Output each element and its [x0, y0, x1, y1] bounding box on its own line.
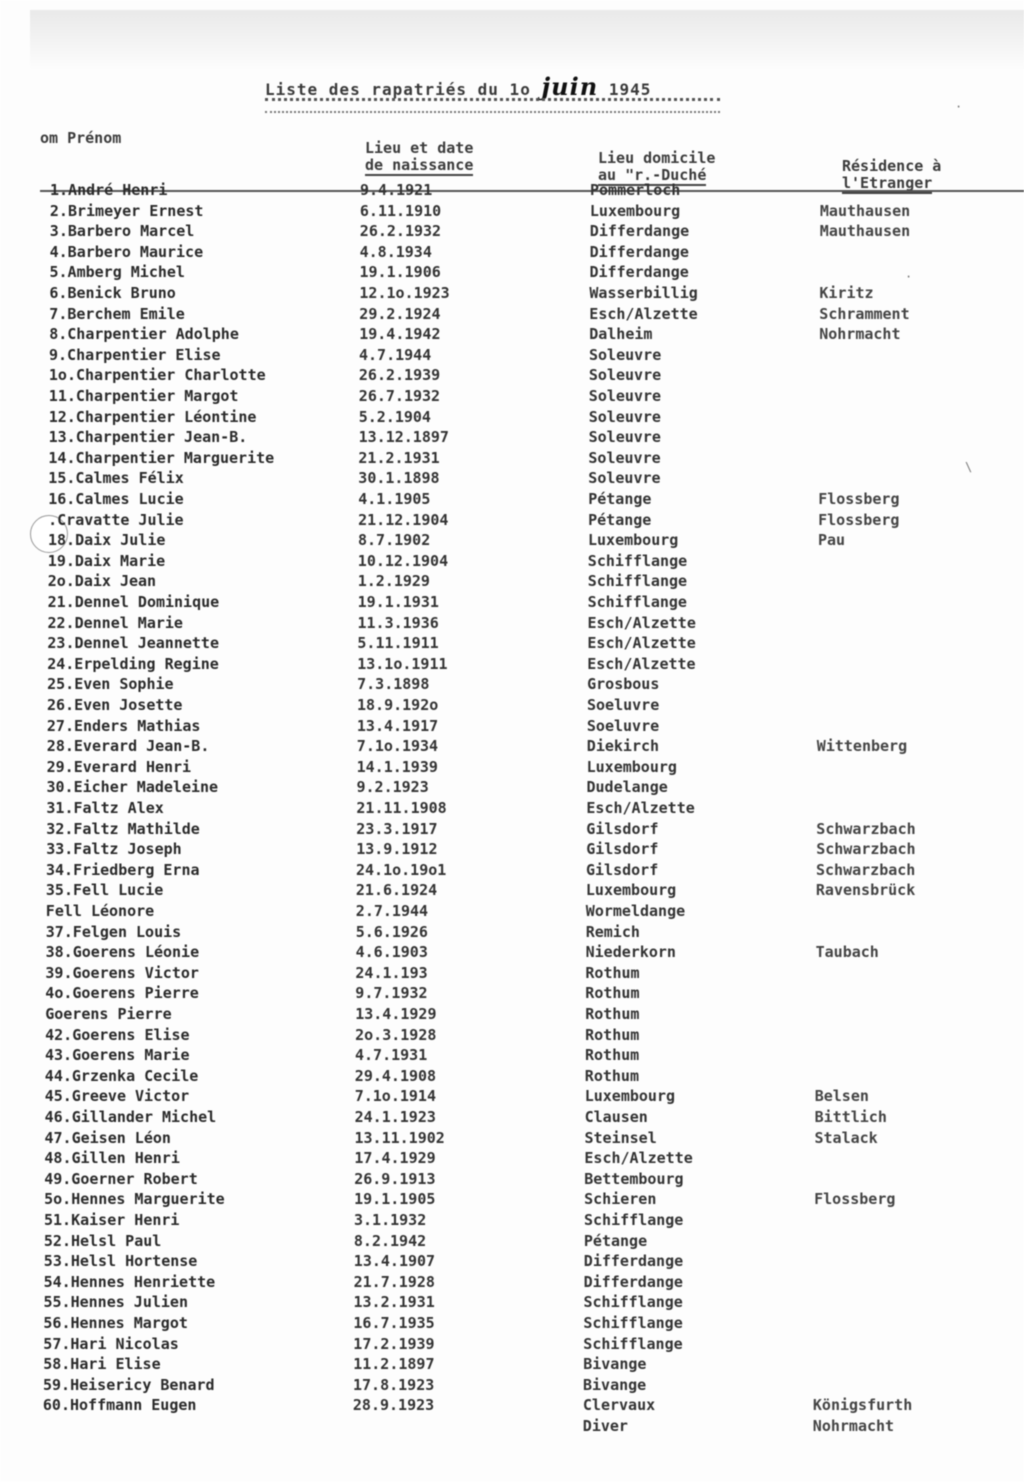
person-name: 1.André Henri	[50, 181, 168, 199]
list-row	[0, 448, 1022, 468]
domicile-place: Soeluvre	[586, 716, 660, 735]
birth-date: 29.4.1908	[354, 1066, 437, 1085]
domicile-place: Esch/Alzette	[586, 799, 695, 817]
domicile-place: Rothum	[585, 984, 640, 1003]
domicile-place: Soleuvre	[588, 366, 662, 385]
person-name: 42.Goerens Elise	[45, 1025, 190, 1044]
domicile-place: Schifflange	[583, 1293, 683, 1312]
list-row	[0, 983, 1019, 1003]
person-name: 23.Dennel Jeannette	[47, 634, 219, 653]
person-name: Goerens Pierre	[45, 1005, 172, 1023]
list-row	[0, 1025, 1019, 1045]
birth-date: 24.1.1923	[354, 1108, 436, 1126]
birth-date: 1.2.1929	[357, 572, 430, 591]
domicile-place: Grosbous	[587, 675, 660, 694]
birth-date: 28.9.1923	[352, 1396, 435, 1415]
list-row	[0, 530, 1022, 550]
person-name: 14.Charpentier Marguerite	[48, 448, 275, 467]
domicile-place: Differdange	[589, 263, 689, 282]
birth-date: 13.2.1931	[353, 1293, 435, 1312]
domicile-place: Remich	[585, 922, 640, 941]
birth-date: 14.1.1939	[356, 757, 438, 776]
list-row	[0, 1210, 1018, 1230]
abroad-residence: Flossberg	[818, 510, 900, 529]
person-name: 34.Friedberg Erna	[46, 860, 200, 879]
person-name: 21.Dennel Dominique	[47, 593, 220, 611]
domicile-place: Bettembourg	[584, 1169, 684, 1188]
abroad-residence: Flossberg	[814, 1190, 896, 1209]
domicile-place: Rothum	[585, 1025, 640, 1044]
birth-date: 4.7.1931	[355, 1046, 428, 1065]
list-row	[0, 942, 1020, 962]
domicile-place: Rothum	[584, 1066, 639, 1085]
list-row	[0, 1045, 1019, 1065]
domicile-place: Luxembourg	[586, 757, 677, 776]
person-name: 60.Hoffmann Eugen	[42, 1396, 197, 1415]
domicile-place: Soleuvre	[588, 407, 661, 426]
list-row	[0, 654, 1021, 674]
birth-date: 9.2.1923	[356, 778, 429, 797]
title-month-handwritten: juin	[541, 72, 599, 101]
abroad-residence: Wittenberg	[816, 737, 908, 756]
person-name: 45.Greeve Victor	[44, 1087, 190, 1106]
abroad-residence: Schwarzbach	[816, 819, 916, 838]
list-row	[0, 242, 1024, 262]
person-name: 54.Hennes Henriette	[43, 1272, 216, 1291]
person-name: 52.Helsl Paul	[43, 1231, 162, 1250]
domicile-place: Differdange	[589, 242, 689, 261]
list-row	[0, 1375, 1017, 1395]
person-name: 37.Felgen Louis	[45, 922, 182, 941]
list-row	[0, 674, 1021, 694]
person-name: 4.Barbero Maurice	[49, 242, 204, 261]
birth-date: 24.1o.19o1	[356, 860, 447, 879]
domicile-place: Schifflange	[587, 572, 688, 591]
domicile-place: Clervaux	[582, 1396, 656, 1415]
abroad-residence: Nohrmacht	[819, 325, 901, 344]
abroad-residence: Schwarzbach	[816, 860, 916, 879]
domicile-place: Bivange	[583, 1375, 647, 1394]
birth-date: 21.12.1904	[358, 510, 449, 529]
domicile-place: Soleuvre	[588, 387, 662, 405]
person-name: 27.Enders Mathias	[46, 716, 201, 735]
birth-date: 13.1o.1911	[357, 654, 448, 673]
person-name: 44.Grzenka Cecile	[44, 1066, 199, 1085]
birth-date: 13.4.1929	[355, 1005, 437, 1023]
list-row	[0, 1066, 1019, 1086]
person-name: 4o.Goerens Pierre	[45, 984, 199, 1003]
list-row	[0, 551, 1022, 571]
domicile-place: Soleuvre	[588, 448, 661, 467]
person-name: 43.Goerens Marie	[45, 1046, 190, 1065]
domicile-place: Pétange	[588, 510, 652, 529]
abroad-residence: Nohrmacht	[812, 1417, 895, 1435]
domicile-place: Diekirch	[586, 737, 660, 756]
list-row	[0, 1354, 1017, 1374]
birth-date: 19.1.1905	[354, 1190, 436, 1209]
domicile-place: Niederkorn	[585, 943, 676, 962]
list-row	[0, 633, 1021, 653]
person-name: 51.Kaiser Henri	[44, 1211, 180, 1229]
person-name: 16.Calmes Lucie	[48, 490, 184, 508]
list-row	[0, 1313, 1017, 1333]
domicile-place: Schifflange	[587, 593, 687, 611]
person-name: 12.Charpentier Léontine	[48, 407, 257, 426]
person-name: 38.Goerens Léonie	[45, 943, 200, 962]
person-name: 32.Faltz Mathilde	[46, 819, 200, 838]
domicile-place: Differdange	[583, 1272, 683, 1291]
person-name: 33.Faltz Joseph	[46, 840, 182, 859]
person-name: 5.Amberg Michel	[49, 263, 185, 282]
birth-date: 18.9.192o	[357, 696, 439, 714]
abroad-residence: Pau	[818, 531, 846, 550]
header-abroad-line2: l'Etranger	[842, 174, 933, 192]
domicile-place: Soleuvre	[588, 428, 661, 447]
domicile-place: Bivange	[583, 1355, 647, 1374]
birth-date: 19.1.1906	[359, 263, 441, 282]
abroad-residence: Kiritz	[819, 284, 874, 302]
birth-date: 7.1o.1934	[356, 737, 439, 756]
list-row	[0, 695, 1021, 715]
abroad-residence: Flossberg	[818, 490, 900, 508]
domicile-place: Schifflange	[583, 1314, 683, 1332]
scan-speck: ·	[905, 270, 913, 284]
title-underline	[265, 98, 720, 113]
domicile-place: Pétange	[583, 1231, 648, 1250]
domicile-place: Pommerloch	[590, 181, 681, 199]
list-row	[0, 201, 1024, 221]
person-name: 6.Benick Bruno	[49, 284, 176, 302]
birth-date: 6.11.1910	[359, 201, 442, 220]
birth-date: 23.3.1917	[356, 819, 438, 838]
abroad-residence: Stalack	[814, 1128, 878, 1147]
list-row	[0, 180, 1024, 200]
domicile-place: Soleuvre	[588, 469, 661, 488]
birth-date: 4.6.1903	[355, 943, 428, 962]
domicile-place: Rothum	[585, 1046, 640, 1065]
abroad-residence: Mauthausen	[819, 222, 911, 241]
domicile-place: Differdange	[583, 1252, 684, 1271]
header-birth-line2: de naissance	[365, 156, 474, 174]
birth-date: 3.1.1932	[354, 1211, 427, 1229]
domicile-place: Esch/Alzette	[584, 1149, 693, 1168]
list-row	[0, 613, 1022, 633]
list-row	[0, 901, 1020, 921]
list-row	[0, 1395, 1017, 1415]
birth-date: 13.4.1917	[356, 716, 439, 735]
birth-date: 21.6.1924	[355, 881, 438, 900]
abroad-residence: Mauthausen	[819, 201, 911, 220]
domicile-place: Clausen	[584, 1108, 648, 1126]
domicile-place: Diver	[582, 1417, 628, 1435]
list-row	[0, 1334, 1017, 1354]
person-name: 55.Hennes Julien	[43, 1293, 188, 1312]
list-row	[0, 365, 1023, 385]
person-name: 29.Everard Henri	[46, 757, 192, 776]
list-row	[0, 757, 1021, 777]
header-domicile-line1: Lieu domicile	[598, 149, 716, 167]
header-birth-line1: Lieu et date	[365, 139, 474, 157]
person-name: 2.Brimeyer Ernest	[49, 201, 204, 220]
person-name: 25.Even Sophie	[47, 675, 174, 694]
person-name: 13.Charpentier Jean-B.	[48, 428, 248, 447]
abroad-residence: Schwarzbach	[816, 840, 916, 859]
birth-date: 19.1.1931	[357, 593, 439, 611]
list-row	[0, 736, 1021, 756]
person-name: 58.Hari Elise	[43, 1355, 161, 1374]
person-name: 31.Faltz Alex	[46, 799, 164, 817]
birth-date: 30.1.1898	[358, 469, 440, 488]
list-row	[0, 571, 1022, 591]
person-name: 2o.Daix Jean	[47, 572, 157, 591]
person-name: 15.Calmes Félix	[48, 469, 184, 488]
domicile-place: Esch/Alzette	[587, 613, 696, 632]
domicile-place: Schifflange	[587, 551, 688, 570]
list-row	[0, 880, 1020, 900]
birth-date: 29.2.1924	[359, 304, 441, 323]
person-name: 22.Dennel Marie	[47, 613, 183, 632]
birth-date: 13.9.1912	[356, 840, 438, 859]
birth-date: 4.1.1905	[358, 490, 431, 508]
list-row	[0, 262, 1024, 282]
birth-date: 16.7.1935	[353, 1314, 435, 1332]
birth-date: 26.9.1913	[354, 1169, 436, 1188]
domicile-place: Luxembourg	[585, 881, 677, 900]
domicile-place: Gilsdorf	[586, 819, 659, 838]
birth-date: 21.11.1908	[356, 799, 447, 817]
domicile-place: Esch/Alzette	[589, 304, 698, 323]
birth-date: 7.3.1898	[357, 675, 430, 694]
birth-date: 17.4.1929	[354, 1149, 436, 1168]
person-name: 47.Geisen Léon	[44, 1128, 171, 1147]
list-row	[0, 489, 1022, 509]
domicile-place: Differdange	[589, 222, 690, 241]
domicile-place: Gilsdorf	[586, 860, 659, 879]
list-row	[0, 716, 1021, 736]
domicile-place: Gilsdorf	[586, 840, 659, 859]
birth-date: 19.4.1942	[359, 325, 441, 344]
person-name: 48.Gillen Henri	[44, 1149, 180, 1168]
abroad-residence: Ravensbrück	[815, 881, 916, 900]
list-row	[0, 860, 1020, 880]
birth-date: 7.1o.1914	[354, 1087, 436, 1106]
person-name: 5o.Hennes Marguerite	[44, 1190, 225, 1209]
list-row	[0, 839, 1020, 859]
birth-date: 26.7.1932	[358, 387, 441, 405]
abroad-residence: Königsfurth	[812, 1396, 913, 1415]
person-name: 19.Daix Marie	[47, 551, 166, 570]
birth-date: 5.2.1904	[358, 407, 431, 426]
list-row	[0, 1004, 1019, 1024]
list-row	[0, 1251, 1018, 1271]
person-name: 1o.Charpentier Charlotte	[48, 366, 266, 385]
person-name: 8.Charpentier Adolphe	[49, 325, 239, 344]
person-name: 56.Hennes Margot	[43, 1314, 188, 1332]
domicile-place: Luxembourg	[588, 531, 679, 550]
birth-date: 9.4.1921	[360, 181, 433, 199]
abroad-residence: Schramment	[819, 304, 910, 323]
list-row	[0, 1086, 1019, 1106]
person-name: 11.Charpentier Margot	[48, 387, 239, 405]
domicile-place: Pétange	[588, 490, 652, 508]
person-name: 59.Heisericy Benard	[43, 1375, 215, 1394]
birth-date: 21.2.1931	[358, 448, 440, 467]
birth-date: 4.7.1944	[359, 345, 432, 364]
list-row	[0, 1169, 1018, 1189]
person-name: .Cravatte Julie	[48, 510, 184, 529]
person-name: 49.Goerner Robert	[44, 1169, 198, 1188]
birth-date: 5.11.1911	[357, 634, 439, 653]
list-row	[0, 1107, 1019, 1127]
header-name	[40, 130, 121, 147]
birth-date: 8.7.1902	[358, 531, 431, 550]
person-name: 53.Helsl Hortense	[43, 1252, 198, 1271]
list-row	[0, 468, 1022, 488]
header-birth	[365, 140, 473, 176]
list-row	[0, 386, 1023, 406]
list-row	[0, 324, 1023, 344]
list-row	[0, 922, 1020, 942]
domicile-place: Wasserbillig	[589, 284, 698, 302]
header-domicile-line2: au "r.-Duché	[598, 166, 707, 184]
birth-date: 12.1o.1923	[359, 284, 450, 302]
domicile-place: Steinsel	[584, 1128, 657, 1147]
person-name: 7.Berchem Emile	[49, 304, 185, 323]
domicile-place: Rothum	[585, 963, 640, 982]
person-name: 24.Erpelding Regine	[47, 654, 219, 673]
scan-speck: \	[965, 460, 973, 474]
person-name: 30.Eicher Madeleine	[46, 778, 219, 797]
birth-date: 13.4.1907	[353, 1252, 436, 1271]
header-name-label: om Prénom	[40, 129, 122, 147]
person-name: 18.Daix Julie	[48, 531, 166, 550]
birth-date: 26.2.1939	[358, 366, 441, 385]
list-row	[0, 1231, 1018, 1251]
list-row	[0, 221, 1024, 241]
list-row	[0, 1272, 1018, 1292]
list-row	[0, 1416, 1017, 1436]
list-row	[0, 1148, 1018, 1168]
birth-date: 11.3.1936	[357, 613, 439, 632]
list-row	[0, 304, 1023, 324]
birth-date: 21.7.1928	[353, 1272, 435, 1291]
birth-date: 8.2.1942	[353, 1231, 427, 1250]
person-name: 26.Even Josette	[47, 696, 183, 714]
domicile-place: Schifflange	[584, 1211, 684, 1229]
abroad-residence: Taubach	[815, 943, 879, 962]
list-row	[0, 283, 1023, 303]
birth-date: 2.7.1944	[355, 902, 429, 920]
list-row	[0, 1189, 1018, 1209]
person-name: Fell Léonore	[45, 902, 155, 920]
domicile-place: Soleuvre	[589, 345, 662, 364]
list-row	[0, 1128, 1019, 1148]
birth-date: 13.11.1902	[354, 1128, 445, 1147]
person-name: 3.Barbero Marcel	[49, 222, 195, 241]
list-row	[0, 798, 1020, 818]
list-row	[0, 1292, 1018, 1312]
domicile-place: Esch/Alzette	[587, 634, 696, 653]
title-year: 1945	[608, 80, 652, 99]
list-row	[0, 427, 1023, 447]
person-name: 35.Fell Lucie	[45, 881, 164, 900]
person-name: 57.Hari Nicolas	[43, 1334, 179, 1353]
list-row	[0, 777, 1021, 797]
domicile-place: Wormeldange	[585, 902, 686, 920]
header-abroad-line1: Résidence à	[842, 157, 942, 175]
list-row	[0, 819, 1020, 839]
domicile-place: Luxembourg	[584, 1087, 676, 1106]
person-name: 9.Charpentier Elise	[49, 345, 221, 364]
list-row	[0, 510, 1022, 530]
list-row	[0, 963, 1019, 983]
list-row	[0, 407, 1023, 427]
domicile-place: Dudelange	[586, 778, 668, 797]
domicile-place: Rothum	[585, 1005, 640, 1023]
birth-date: 9.7.1932	[355, 984, 428, 1003]
scan-shadow	[30, 10, 1024, 70]
list-row	[0, 592, 1022, 612]
abroad-residence: Bittlich	[814, 1108, 887, 1126]
domicile-place: Soeluvre	[587, 696, 660, 714]
person-name: 28.Everard Jean-B.	[46, 737, 210, 756]
birth-date: 17.2.1939	[353, 1334, 435, 1353]
birth-date: 10.12.1904	[357, 551, 449, 570]
birth-date: 11.2.1897	[353, 1355, 435, 1374]
birth-date: 2o.3.1928	[355, 1025, 437, 1044]
birth-date: 24.1.193	[355, 963, 428, 982]
birth-date: 5.6.1926	[355, 922, 428, 941]
page-title	[265, 72, 725, 101]
birth-date: 26.2.1932	[359, 222, 442, 241]
domicile-place: Dalheim	[589, 325, 653, 344]
birth-date: 13.12.1897	[358, 428, 449, 447]
domicile-place: Luxembourg	[589, 201, 681, 220]
person-name: 46.Gillander Michel	[44, 1108, 217, 1126]
title-prefix: Liste des rapatriés du 1o	[265, 80, 531, 99]
domicile-place: Esch/Alzette	[587, 654, 696, 673]
birth-date: 4.8.1934	[359, 242, 432, 261]
domicile-place: Schieren	[584, 1190, 657, 1209]
domicile-place: Schifflange	[583, 1334, 683, 1353]
birth-date: 17.8.1923	[353, 1375, 435, 1394]
person-name: 39.Goerens Victor	[45, 963, 199, 982]
abroad-residence: Belsen	[814, 1087, 869, 1106]
scan-speck: ·	[955, 100, 963, 114]
list-row	[0, 345, 1023, 365]
